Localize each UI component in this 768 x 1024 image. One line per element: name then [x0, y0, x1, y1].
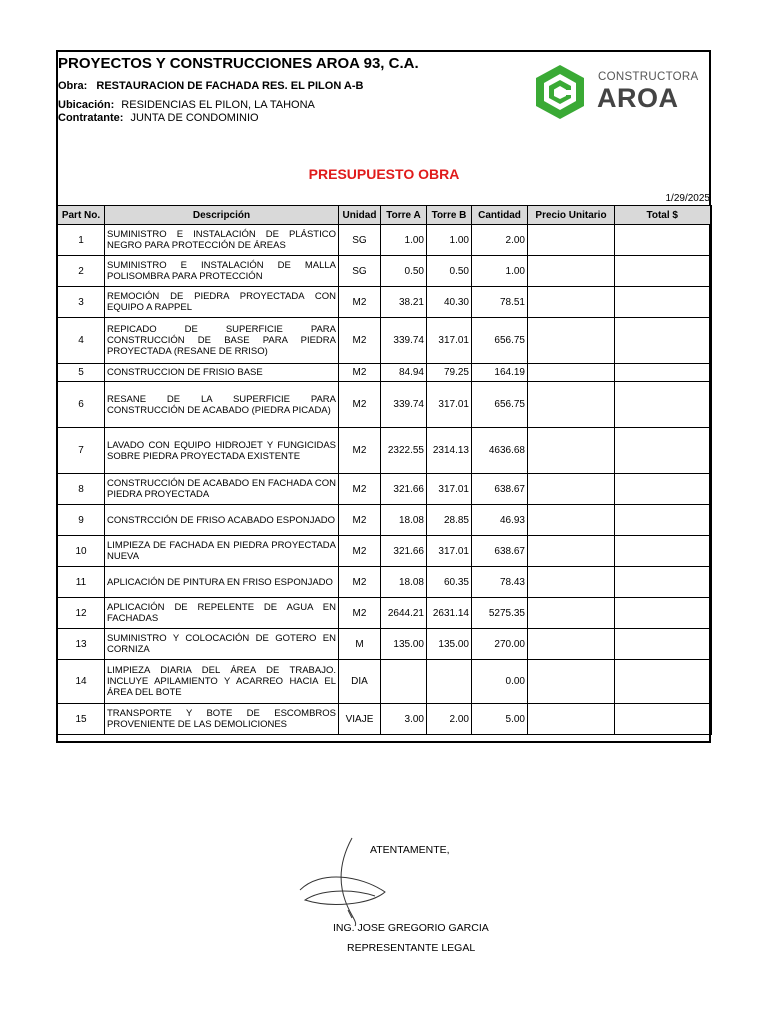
cell-b: 1.00: [427, 225, 472, 256]
cell-total: [615, 704, 711, 735]
cell-desc: SUMINISTRO Y COLOCACIÓN DE GOTERO EN CORNIZA: [105, 629, 339, 660]
cell-qty: 1.00: [472, 256, 528, 287]
cell-desc: CONSTRCCIÓN DE FRISO ACABADO ESPONJADO: [105, 505, 339, 536]
cell-qty: 2.00: [472, 225, 528, 256]
cell-no: 9: [58, 505, 105, 536]
cell-b: 79.25: [427, 364, 472, 382]
cell-a: 321.66: [381, 536, 427, 567]
column-header: Total $: [615, 206, 711, 225]
cell-price: [528, 536, 615, 567]
cell-unit: M2: [339, 364, 381, 382]
cell-b: 0.50: [427, 256, 472, 287]
cell-a: 135.00: [381, 629, 427, 660]
cell-desc: LIMPIEZA DIARIA DEL ÁREA DE TRABAJO. INCLUYE APILAMIENTO Y ACARREO HACIA EL ÁREA DEL BOTE: [105, 660, 339, 704]
document-date: 1/29/2025: [665, 193, 710, 204]
cell-b: 317.01: [427, 474, 472, 505]
table-row: [58, 428, 711, 474]
cell-a: 38.21: [381, 287, 427, 318]
cell-b: 40.30: [427, 287, 472, 318]
table-row: [58, 505, 711, 536]
cell-unit: M2: [339, 382, 381, 428]
cell-desc: CONSTRUCCIÓN DE ACABADO EN FACHADA CON PIEDRA PROYECTADA: [105, 474, 339, 505]
column-header: Descripción: [105, 206, 339, 225]
cell-total: [615, 505, 711, 536]
table-row: [58, 660, 711, 704]
logo-wordmark: AROA: [597, 83, 679, 113]
cell-a: 339.74: [381, 318, 427, 364]
table-body: [58, 225, 711, 735]
cell-desc: SUMINISTRO E INSTALACIÓN DE PLÁSTICO NEGRO PARA PROTECCIÓN DE ÁREAS: [105, 225, 339, 256]
ubicacion-label: Ubicación:: [58, 99, 115, 111]
cell-qty: 656.75: [472, 382, 528, 428]
cell-desc: SUMINISTRO E INSTALACIÓN DE MALLA POLISOMBRA PARA PROTECCIÓN: [105, 256, 339, 287]
cell-total: [615, 382, 711, 428]
column-header: Torre A: [381, 206, 427, 225]
cell-qty: 164.19: [472, 364, 528, 382]
cell-a: [381, 660, 427, 704]
cell-total: [615, 598, 711, 629]
cell-price: [528, 318, 615, 364]
table-header-row: [58, 206, 711, 225]
cell-desc: LAVADO CON EQUIPO HIDROJET Y FUNGICIDAS SOBRE PIEDRA PROYECTADA EXISTENTE: [105, 428, 339, 474]
cell-price: [528, 428, 615, 474]
cell-desc: RESANE DE LA SUPERFICIE PARA CONSTRUCCIÓN DE ACABADO (PIEDRA PICADA): [105, 382, 339, 428]
cell-price: [528, 505, 615, 536]
column-header: Cantidad: [472, 206, 528, 225]
cell-total: [615, 256, 711, 287]
cell-total: [615, 287, 711, 318]
cell-unit: M2: [339, 536, 381, 567]
cell-unit: M2: [339, 428, 381, 474]
document-title: PRESUPUESTO OBRA: [308, 166, 460, 182]
contratante-label: Contratante:: [58, 112, 124, 124]
cell-price: [528, 567, 615, 598]
cell-total: [615, 536, 711, 567]
cell-desc: TRANSPORTE Y BOTE DE ESCOMBROS PROVENIENTE DE LAS DEMOLICIONES: [105, 704, 339, 735]
cell-a: 18.08: [381, 505, 427, 536]
cell-a: 339.74: [381, 382, 427, 428]
cell-price: [528, 382, 615, 428]
cell-price: [528, 660, 615, 704]
ubicacion-value: RESIDENCIAS EL PILON, LA TAHONA: [121, 99, 315, 111]
contratante-value: JUNTA DE CONDOMINIO: [130, 112, 259, 124]
cell-total: [615, 364, 711, 382]
cell-unit: M: [339, 629, 381, 660]
cell-b: 317.01: [427, 318, 472, 364]
cell-no: 3: [58, 287, 105, 318]
signatory-name: ING. JOSE GREGORIO GARCIA: [333, 922, 489, 934]
logo-tagline: CONSTRUCTORA: [598, 71, 699, 83]
cell-no: 6: [58, 382, 105, 428]
obra-label: Obra:: [58, 80, 88, 92]
signature-closing: ATENTAMENTE,: [370, 844, 450, 856]
cell-b: 317.01: [427, 382, 472, 428]
cell-a: 18.08: [381, 567, 427, 598]
cell-qty: 78.51: [472, 287, 528, 318]
cell-price: [528, 598, 615, 629]
table-row: [58, 536, 711, 567]
cell-price: [528, 474, 615, 505]
obra-value: RESTAURACION DE FACHADA RES. EL PILON A-B: [96, 80, 364, 92]
cell-price: [528, 256, 615, 287]
cell-no: 2: [58, 256, 105, 287]
cell-no: 5: [58, 364, 105, 382]
cell-total: [615, 660, 711, 704]
contratante-line: [58, 112, 259, 124]
cell-a: 3.00: [381, 704, 427, 735]
cell-a: 84.94: [381, 364, 427, 382]
cell-qty: 656.75: [472, 318, 528, 364]
cell-desc: REMOCIÓN DE PIEDRA PROYECTADA CON EQUIPO A RAPPEL: [105, 287, 339, 318]
obra-line: [58, 80, 363, 92]
cell-price: [528, 364, 615, 382]
cell-no: 7: [58, 428, 105, 474]
table-row: [58, 318, 711, 364]
cell-a: 321.66: [381, 474, 427, 505]
cell-b: 2631.14: [427, 598, 472, 629]
table-row: [58, 225, 711, 256]
cell-no: 15: [58, 704, 105, 735]
cell-a: 0.50: [381, 256, 427, 287]
cell-a: 2322.55: [381, 428, 427, 474]
cell-a: 1.00: [381, 225, 427, 256]
column-header: Unidad: [339, 206, 381, 225]
table-row: [58, 629, 711, 660]
ubicacion-line: [58, 99, 315, 111]
cell-price: [528, 704, 615, 735]
table-row: [58, 567, 711, 598]
company-name: PROYECTOS Y CONSTRUCCIONES AROA 93, C.A.: [58, 55, 419, 72]
table-row: [58, 474, 711, 505]
cell-unit: M2: [339, 474, 381, 505]
cell-no: 1: [58, 225, 105, 256]
cell-desc: APLICACIÓN DE REPELENTE DE AGUA EN FACHADAS: [105, 598, 339, 629]
cell-qty: 4636.68: [472, 428, 528, 474]
cell-qty: 270.00: [472, 629, 528, 660]
cell-no: 11: [58, 567, 105, 598]
signatory-role: REPRESENTANTE LEGAL: [347, 942, 476, 954]
cell-qty: 638.67: [472, 474, 528, 505]
cell-no: 13: [58, 629, 105, 660]
company-logo: [530, 62, 700, 122]
cell-b: 135.00: [427, 629, 472, 660]
table-row: [58, 256, 711, 287]
cell-qty: 5.00: [472, 704, 528, 735]
cell-qty: 78.43: [472, 567, 528, 598]
cell-price: [528, 629, 615, 660]
table-row: [58, 704, 711, 735]
cell-unit: M2: [339, 567, 381, 598]
hexagon-logo-icon: [530, 62, 590, 122]
cell-b: 2314.13: [427, 428, 472, 474]
column-header: Precio Unitario: [528, 206, 615, 225]
cell-desc: REPICADO DE SUPERFICIE PARA CONSTRUCCIÓN DE BASE PARA PIEDRA PROYECTADA (RESANE DE RRISO): [105, 318, 339, 364]
cell-no: 10: [58, 536, 105, 567]
table-row: [58, 382, 711, 428]
cell-total: [615, 629, 711, 660]
cell-unit: VIAJE: [339, 704, 381, 735]
cell-desc: APLICACIÓN DE PINTURA EN FRISO ESPONJADO: [105, 567, 339, 598]
cell-qty: 5275.35: [472, 598, 528, 629]
cell-no: 12: [58, 598, 105, 629]
cell-b: [427, 660, 472, 704]
table-row: [58, 287, 711, 318]
cell-qty: 0.00: [472, 660, 528, 704]
table-row: [58, 598, 711, 629]
cell-qty: 638.67: [472, 536, 528, 567]
cell-a: 2644.21: [381, 598, 427, 629]
cell-total: [615, 318, 711, 364]
cell-no: 4: [58, 318, 105, 364]
cell-unit: M2: [339, 318, 381, 364]
cell-b: 317.01: [427, 536, 472, 567]
column-header: Part No.: [58, 206, 105, 225]
cell-price: [528, 287, 615, 318]
cell-price: [528, 225, 615, 256]
column-header: Torre B: [427, 206, 472, 225]
cell-unit: DIA: [339, 660, 381, 704]
cell-total: [615, 428, 711, 474]
cell-unit: M2: [339, 505, 381, 536]
cell-unit: M2: [339, 598, 381, 629]
cell-desc: CONSTRUCCION DE FRISIO BASE: [105, 364, 339, 382]
budget-table: [57, 205, 712, 735]
cell-b: 60.35: [427, 567, 472, 598]
cell-total: [615, 567, 711, 598]
cell-no: 14: [58, 660, 105, 704]
cell-qty: 46.93: [472, 505, 528, 536]
cell-desc: LIMPIEZA DE FACHADA EN PIEDRA PROYECTADA NUEVA: [105, 536, 339, 567]
cell-unit: M2: [339, 287, 381, 318]
cell-total: [615, 474, 711, 505]
table-row: [58, 364, 711, 382]
cell-b: 28.85: [427, 505, 472, 536]
cell-no: 8: [58, 474, 105, 505]
cell-b: 2.00: [427, 704, 472, 735]
cell-unit: SG: [339, 256, 381, 287]
cell-unit: SG: [339, 225, 381, 256]
cell-total: [615, 225, 711, 256]
